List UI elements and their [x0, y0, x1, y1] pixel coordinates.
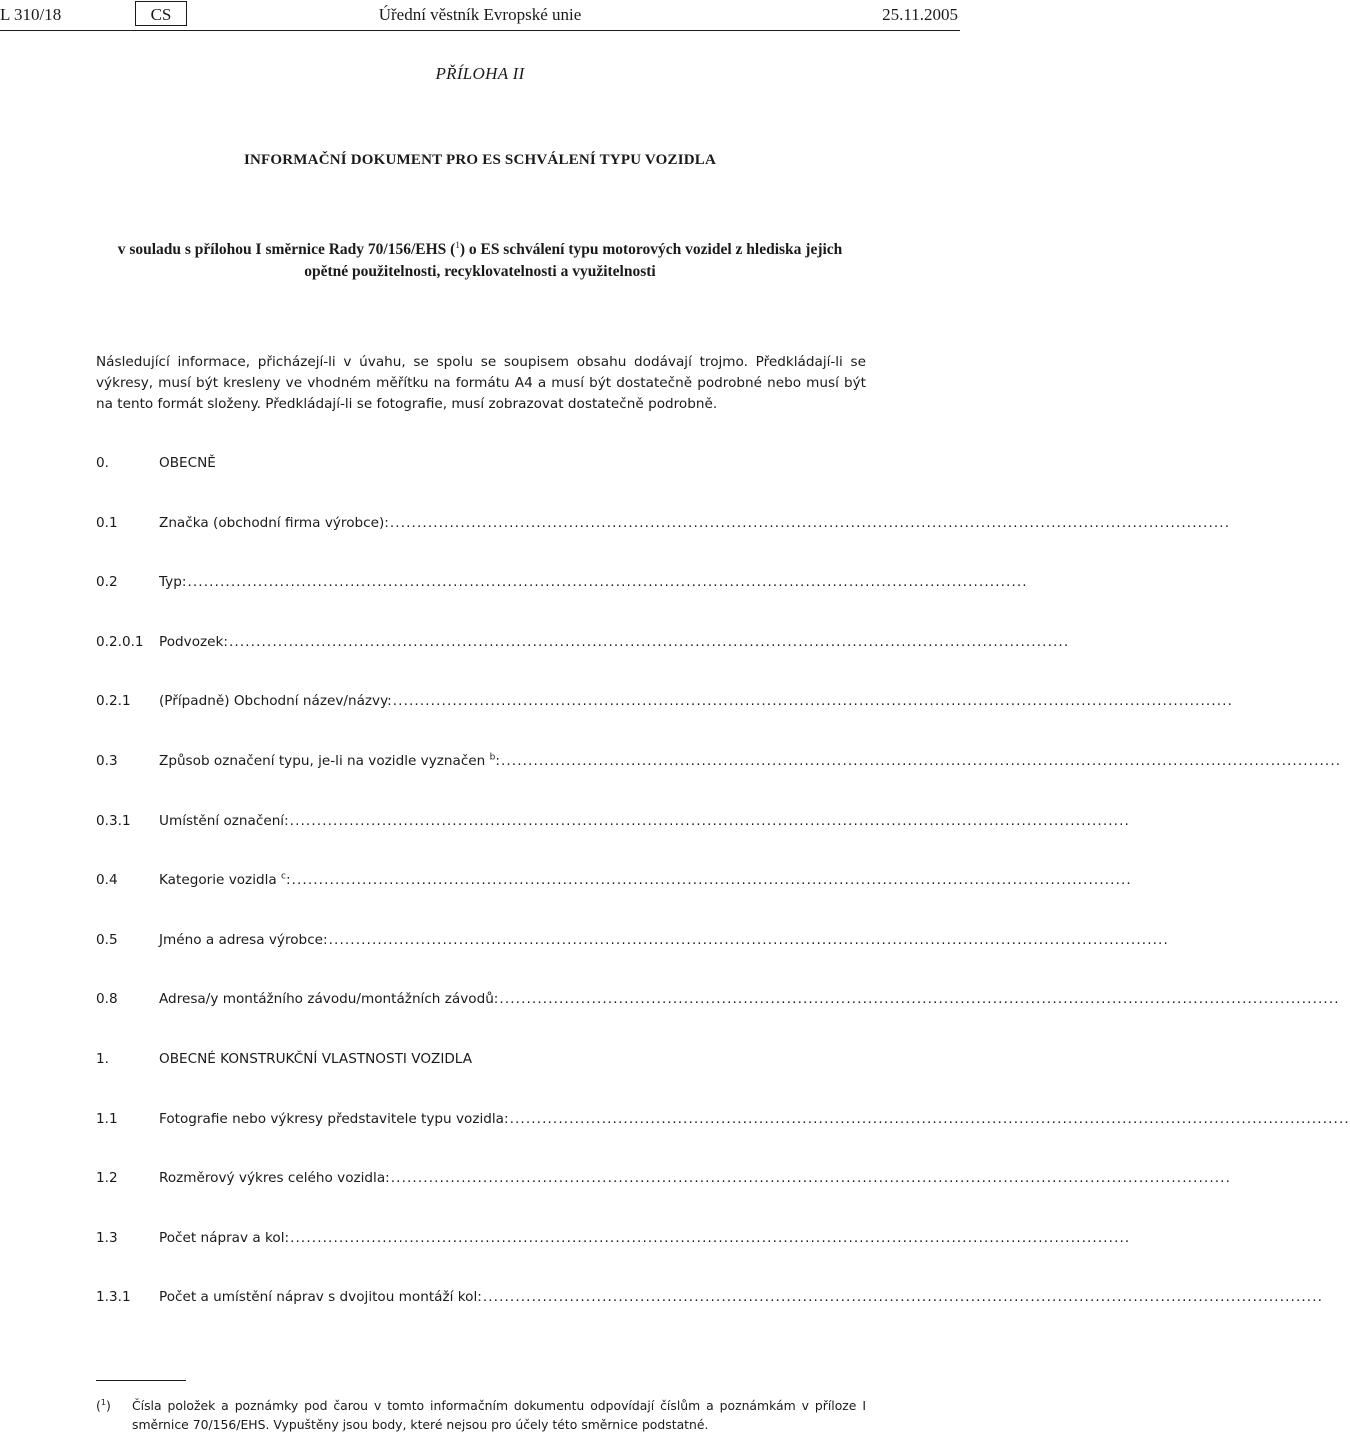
- item-note-ref: c: [281, 871, 286, 882]
- item-label: Značka (obchodní firma výrobce):: [159, 515, 389, 531]
- item-number: 1.: [96, 1051, 109, 1067]
- dot-leader: ...........................................................................................................................................................: [187, 574, 1028, 590]
- form-item: [96, 693, 1233, 715]
- footnote-text: Čísla položek a poznámky pod čarou v tomto informačním dokumentu odpovídají číslům a poznámkám v příloze I směrnice 70/156/EHS. Vypuštěny jsou body, které nejsou pro účely této směrnice podstatné.: [132, 1398, 866, 1432]
- item-number: 0.8: [96, 991, 118, 1007]
- form-item: [96, 932, 1169, 954]
- dot-leader: ...........................................................................................................................................................: [328, 932, 1169, 948]
- item-label: (Případně) Obchodní název/názvy:: [159, 693, 392, 709]
- footnote-reference: 1: [455, 239, 460, 250]
- item-label: Způsob označení typu, je-li na vozidle vyznačen $^b$:: [159, 752, 500, 769]
- dot-leader: ...........................................................................................................................................................: [390, 1170, 1232, 1186]
- item-number: 0.1: [96, 515, 118, 531]
- dot-leader: ...........................................................................................................................................................: [509, 1111, 1350, 1127]
- item-number: 0.4: [96, 872, 118, 888]
- page-header: [0, 0, 960, 30]
- language-code-box: CS: [135, 1, 187, 26]
- dot-leader: ...........................................................................................................................................................: [482, 1289, 1324, 1305]
- item-number: 0.2: [96, 574, 118, 590]
- form-item: [96, 1230, 1131, 1252]
- item-number: 1.3.1: [96, 1289, 131, 1305]
- item-note-ref: b: [489, 752, 496, 763]
- item-number: 0.: [96, 455, 109, 471]
- item-label: Počet náprav a kol:: [159, 1230, 290, 1246]
- item-number: 0.3.1: [96, 813, 131, 829]
- form-item: [96, 1289, 1324, 1311]
- item-number: 1.1: [96, 1111, 118, 1127]
- item-label: Rozměrový výkres celého vozidla:: [159, 1170, 390, 1186]
- annex-title: PŘÍLOHA II: [435, 64, 525, 83]
- item-number: 0.2.1: [96, 693, 131, 709]
- form-item: [96, 574, 1028, 596]
- form-item: [96, 1111, 1350, 1133]
- item-number: 0.2.0.1: [96, 634, 144, 650]
- journal-title: Úřední věstník Evropské unie: [378, 5, 582, 24]
- subtitle-part-1: v souladu s přílohou I směrnice Rady 70/156/EHS (: [117, 241, 456, 258]
- form-item: [96, 455, 866, 477]
- form-item: [96, 752, 1342, 775]
- dot-leader: ...........................................................................................................................................................: [290, 1230, 1131, 1246]
- item-number: 1.3: [96, 1230, 118, 1246]
- item-label: OBECNĚ: [159, 455, 216, 471]
- footnote: [96, 1396, 866, 1434]
- dot-leader: ...........................................................................................................................................................: [500, 753, 1342, 769]
- item-label: Jméno a adresa výrobce:: [159, 932, 328, 948]
- dot-leader: ...........................................................................................................................................................: [289, 813, 1130, 829]
- item-label: OBECNÉ KONSTRUKČNÍ VLASTNOSTI VOZIDLA: [159, 1051, 472, 1067]
- form-item: [96, 515, 1231, 537]
- page-reference: L 310/18: [0, 5, 62, 24]
- footnote-divider: [96, 1380, 186, 1381]
- form-item: [96, 991, 1340, 1013]
- publication-date: 25.11.2005: [882, 5, 958, 24]
- item-number: 0.5: [96, 932, 118, 948]
- item-number: 1.2: [96, 1170, 118, 1186]
- footnote-mark: ($^1$): [96, 1397, 111, 1413]
- intro-paragraph: Následující informace, přicházejí-li v úvahu, se spolu se soupisem obsahu dodávají trojmo. Předkládají-li se výkresy, musí být kresleny ve vhodném měřítku na formátu A4 a musí být dostatečně podrobné nebo musí být na tento formát složeny. Předkládají-li se fotografie, musí zobrazovat dostatečně podrobně.: [96, 354, 866, 412]
- dot-leader: ...........................................................................................................................................................: [392, 693, 1233, 709]
- form-item: [96, 871, 1132, 894]
- document-title: INFORMAČNÍ DOKUMENT PRO ES SCHVÁLENÍ TYPU VOZIDLA: [243, 152, 717, 168]
- item-label: Kategorie vozidla $^c$:: [159, 871, 291, 888]
- dot-leader: ...........................................................................................................................................................: [228, 634, 1070, 650]
- form-item: [96, 813, 1130, 835]
- dot-leader: ...........................................................................................................................................................: [389, 515, 1231, 531]
- item-label: Podvozek:: [159, 634, 228, 650]
- dot-leader: ...........................................................................................................................................................: [291, 872, 1132, 888]
- form-item: [96, 1170, 1232, 1192]
- subtitle-part-2: ) o ES schválení typu motorových vozidel z hlediska jejich opětné použitelnosti, recyklovatelnosti a využitelnosti: [304, 241, 843, 280]
- dot-leader: ...........................................................................................................................................................: [499, 991, 1340, 1007]
- item-label: Počet a umístění náprav s dvojitou montáží kol:: [159, 1289, 482, 1305]
- item-label: Umístění označení:: [159, 813, 289, 829]
- item-label: Fotografie nebo výkresy představitele typu vozidla:: [159, 1111, 509, 1127]
- item-label: Adresa/y montážního závodu/montážních závodů:: [159, 991, 499, 1007]
- item-label: Typ:: [159, 574, 187, 590]
- header-divider: [0, 30, 960, 31]
- item-number: 0.3: [96, 753, 118, 769]
- document-subtitle: [96, 239, 864, 283]
- form-item: [96, 1051, 866, 1073]
- form-item: [96, 634, 1070, 656]
